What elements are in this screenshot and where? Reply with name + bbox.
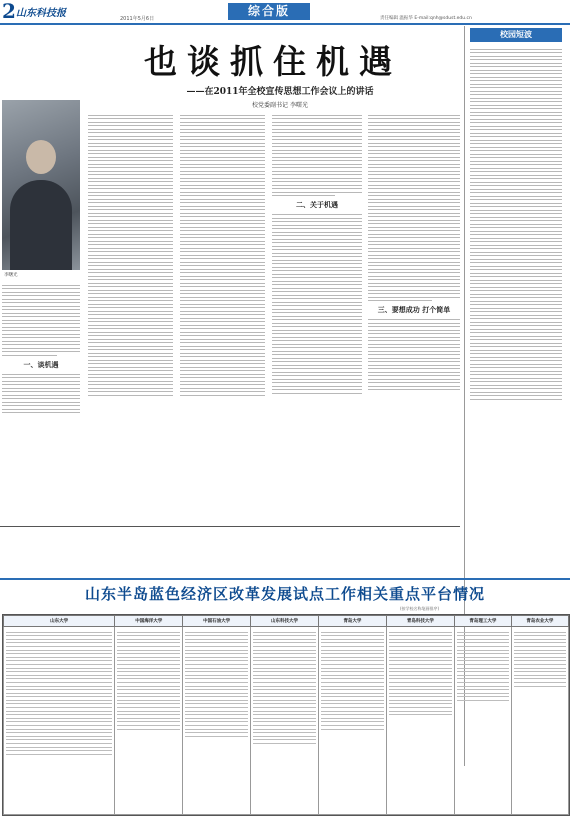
article-column-2 [88, 112, 173, 522]
table-cell [251, 627, 319, 815]
page-number: 2 [2, 0, 16, 23]
table-cell [183, 627, 251, 815]
table-row [4, 627, 569, 815]
section-badge: 综合版 [228, 3, 310, 20]
article-title: 也谈抓住机遇 [144, 42, 402, 81]
article-column-3 [180, 112, 265, 522]
subhead: 二、关于机遇 [296, 201, 338, 209]
photo-caption: 李曙光 [4, 273, 18, 278]
article-subtitle: ——在2011年全校宣传思想工作会议上的讲话 [186, 87, 374, 97]
section-separator [0, 578, 570, 580]
table-header-cell: 中国海洋大学 [115, 616, 183, 627]
article-author: 校党委副书记 李曙光 [252, 102, 308, 109]
table-header-cell: 中国石油大学 [183, 616, 251, 627]
issue-date: 2011年5月6日 [120, 16, 155, 22]
table-header-cell: 青岛科技大学 [386, 616, 454, 627]
sidebar-title: 校园短波 [470, 28, 562, 42]
table-cell [115, 627, 183, 815]
table-cell [386, 627, 454, 815]
platform-table [2, 614, 570, 816]
table-cell [318, 627, 386, 815]
subhead: 一、谈机遇 [23, 360, 59, 369]
editors-line: 责任编辑 温振华 E-mail:qnh@sdust.edu.cn [380, 16, 472, 21]
article-column-5 [368, 112, 460, 522]
table-title: 山东半岛蓝色经济区改革发展试点工作相关重点平台情况 [84, 585, 485, 603]
table-header-cell: 青岛大学 [318, 616, 386, 627]
subhead: 三、要想成功 打个简单 [377, 306, 451, 314]
table-header-cell: 青岛理工大学 [454, 616, 511, 627]
table-cell [454, 627, 511, 815]
article-column-4 [272, 112, 362, 522]
paper-logo: 山东科技报 [16, 8, 66, 19]
article-bottom-rule [0, 526, 460, 527]
author-photo-body [10, 180, 72, 270]
table-header-cell: 山东科技大学 [251, 616, 319, 627]
header-rule [0, 23, 570, 25]
author-photo-face [26, 140, 56, 174]
table-cell [511, 627, 568, 815]
masthead [0, 0, 570, 24]
table-note: (按学校名称笔画排序) [400, 606, 440, 611]
sidebar-text [470, 46, 562, 574]
table-cell [4, 627, 115, 815]
table-header-cell: 山东大学 [4, 616, 115, 627]
article-column-1 [2, 282, 80, 522]
table-header-cell: 青岛农业大学 [511, 616, 568, 627]
